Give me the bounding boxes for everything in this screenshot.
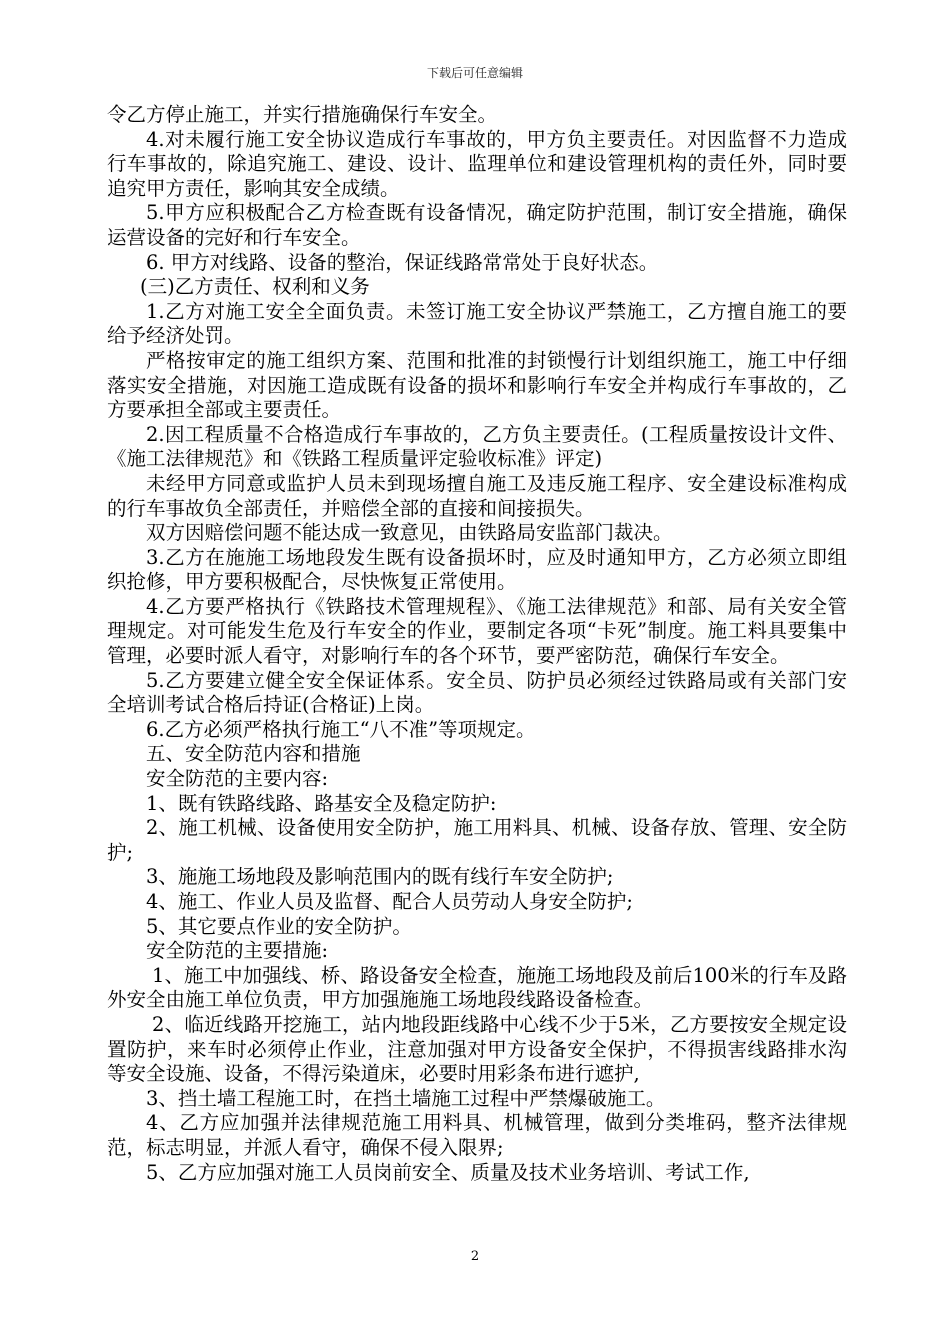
page-header: 下载后可任意编辑: [426, 66, 523, 80]
paragraph: 3.乙方在施施工场地段发生既有设备损坏时，应及时通知甲方，乙方必须立即组织抢修，甲方要积极配合，尽快恢复正常使用。: [107, 545, 847, 594]
paragraph: 5.甲方应积极配合乙方检查既有设备情况，确定防护范围，制订安全措施，确保运营设备的完好和行车安全。: [107, 201, 847, 249]
list-item: 2、临近线路开挖施工，站内地段距线路中心线不少于5米，乙方要按安全规定设置防护，来车时必须停止作业，注意加强对甲方设备安全保护，不得损害线路排水沟等安全设施、设备，不得污染道床，必要时用彩条布进行遮护,: [107, 1012, 847, 1086]
paragraph: 双方因赔偿问题不能达成一致意见，由铁路局安监部门裁决。: [146, 521, 673, 545]
document-body: [107, 103, 847, 1185]
paragraph: 6. 甲方对线路、设备的整治，保证线路常常处于良好状态。: [146, 250, 659, 274]
paragraph: 6.乙方必须严格执行施工“八不准”等项规定。: [146, 717, 536, 741]
list-item: 1、施工中加强线、桥、路设备安全检查，施施工场地段及前后100米的行车及路外安全由施工单位负责，甲方加强施施工场地段线路设备检查。: [107, 963, 847, 1012]
list-item: 4、施工、作业人员及监督、配合人员劳动人身安全防护;: [146, 890, 633, 913]
page-number: 2: [470, 1249, 480, 1264]
paragraph: 1.乙方对施工安全全面负责。未签订施工安全协议严禁施工，乙方擅自施工的要给予经济处罚。: [107, 299, 847, 348]
paragraph: 安全防范的主要内容:: [146, 767, 329, 791]
section-heading: (三)乙方责任、权利和义务: [140, 275, 370, 299]
paragraph: 严格按审定的施工组织方案、范围和批准的封锁慢行计划组织施工，施工中仔细落实安全措施，对因施工造成既有设备的损坏和影响行车安全并构成行车事故的，乙方要承担全部或主要责任。: [107, 348, 847, 422]
list-item: 5、乙方应加强对施工人员岗前安全、质量及技术业务培训、考试工作,: [146, 1160, 750, 1184]
paragraph: 2.因工程质量不合格造成行车事故的，乙方负主要责任。(工程质量按设计文件、《施工法律规范》和《铁路工程质量评定验收标准》评定): [107, 422, 847, 471]
paragraph: 4.对未履行施工安全协议造成行车事故的，甲方负主要责任。对因监督不力造成行车事故的，除追究施工、建设、设计、监理单位和建设管理机构的责任外，同时要追究甲方责任，影响其安全成绩。: [107, 127, 847, 200]
list-item: 1、既有铁路线路、路基安全及稳定防护:: [146, 791, 497, 815]
paragraph: 令乙方停止施工，并实行措施确保行车安全。: [107, 103, 498, 126]
paragraph: 4.乙方要严格执行《铁路技术管理规程》、《施工法律规范》和部、局有关安全管理规定。对可能发生危及行车安全的作业，要制定各项“卡死”制度。施工料具要集中管理，必要时派人看守，对影响行车的各个环节，要严密防范，确保行车安全。: [107, 594, 847, 668]
section-heading: 五、安全防范内容和措施: [146, 742, 361, 766]
list-item: 5、其它要点作业的安全防护。: [146, 914, 412, 938]
list-item: 3、施施工场地段及影响范围内的既有线行车安全防护;: [146, 865, 614, 889]
list-item: 4、乙方应加强并法律规范施工用料具、机械管理，做到分类堆码，整齐法律规范，标志明显，并派人看守，确保不侵入限界;: [107, 1111, 847, 1159]
paragraph: 未经甲方同意或监护人员未到现场擅自施工及违反施工程序、安全建设标准构成的行车事故负全部责任，并赔偿全部的直接和间接损失。: [107, 471, 847, 520]
list-item: 2、施工机械、设备使用安全防护，施工用料具、机械、设备存放、管理、安全防护;: [107, 816, 847, 864]
list-item: 3、挡土墙工程施工时，在挡土墙施工过程中严禁爆破施工。: [146, 1086, 666, 1110]
paragraph: 安全防范的主要措施:: [146, 939, 329, 963]
paragraph: 5.乙方要建立健全安全保证体系。安全员、防护员必须经过铁路局或有关部门安全培训考试合格后持证(合格证)上岗。: [107, 668, 847, 717]
